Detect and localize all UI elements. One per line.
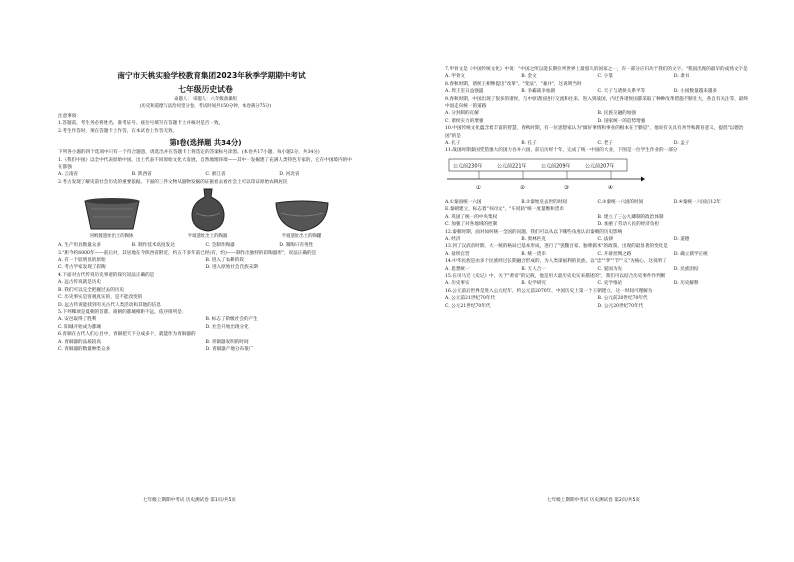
- option: B. 史学研究: [521, 281, 546, 287]
- question-8-options: [445, 88, 750, 95]
- option: D. 历史解释: [673, 281, 699, 287]
- timeline-label: 公元前221年: [497, 163, 527, 170]
- timeline-mark: ③: [564, 184, 569, 191]
- page-right: [397, 0, 794, 562]
- option: A. 生产用具数量众多: [58, 243, 101, 249]
- question-3-options: [58, 257, 353, 272]
- timeline-label: 公元前230年: [453, 163, 483, 170]
- option: B. 孔子: [521, 141, 537, 147]
- exam-info: (历史和道德与法治同堂分卷，考试时间共150分钟，本卷满分75分): [139, 104, 272, 109]
- left-column: [58, 70, 353, 353]
- option: A.①秦国统一六国: [445, 199, 482, 205]
- option: C. 史学推论: [597, 281, 623, 287]
- question-11-options: [445, 199, 750, 206]
- option: A. 盐铁官营: [445, 251, 470, 257]
- option: C. 加强了对各地域的控制: [445, 222, 498, 228]
- question-6: 6.青铜在古代人们心目中，青铜把天下分成多个，就能作为青铜器的: [58, 332, 196, 338]
- question-7: 7.甲骨文是《中国传统文化》中说："中国之所以能长期位列世界上最悠久的国家之一，有一部分应归功于我们的文字。"我国出现的最早的成熟文字是: [445, 67, 748, 72]
- option: D. 远古传说能找到有关古代人类活动和其他的信息: [58, 302, 161, 308]
- option: A. 经济: [445, 236, 461, 242]
- artifact-images: [58, 188, 353, 240]
- option: A. 甲骨文: [445, 74, 466, 80]
- option: B. 统一货币: [521, 251, 546, 257]
- option: B. 我们可以完全把握过去的历史: [58, 287, 125, 293]
- artifact-1: [81, 195, 143, 240]
- artifact-caption: 半坡遗址出土的陶器: [187, 234, 228, 240]
- option: A. 公元前21世纪70年代: [445, 296, 496, 302]
- option: D. 民族团结: [673, 266, 699, 272]
- question-11: 11.战国时期秦国凭借强大的国力吞并六国，前后历经十年，完成了统一中国的大业，下图是一位学生作业的一部分: [445, 148, 678, 154]
- option: B. 公元前20世纪70年代: [597, 296, 648, 302]
- question-13: 13.到了汉武帝时期，大一统的格局已基本形成，进行了"罢黜百家，独尊儒术"的政策，出现的最显著的变化是: [445, 244, 668, 250]
- exam-title: 七年级历史试卷: [178, 85, 233, 94]
- artifact-3: [273, 197, 331, 240]
- note-item: 2.考生作答时，须在答题卡上作答，在本试卷上作答无效。: [58, 128, 178, 134]
- page-footer: 七年级上期期中考试 历史测试卷 第2页/共5页: [547, 498, 641, 503]
- question-5: 5.下列哪项是夏朝的首都，商朝的都城相距不远，依序排列是：: [58, 309, 187, 315]
- question-12-options: [445, 236, 750, 243]
- artifact-caption: 半坡遗址出土的陶罐: [281, 234, 322, 240]
- pottery-bowl-image: [81, 195, 143, 233]
- option: D. 道德: [673, 236, 690, 242]
- option: C. 天子与诸侯关系平等: [597, 89, 646, 95]
- option: C. 公元21世纪70年代: [445, 303, 491, 309]
- pottery-vase-image: [188, 187, 228, 233]
- question-1: 1.《我们中国》以全中代表原始中国，出土代表不同原始文化大发展。自然地理环境——其中一发掘建了充满人类特色专家的，它在中国境内的中在都强: [58, 157, 352, 171]
- question-10: 10.中国传统文化蕴含着丰富的智慧，春秋时期，有一位思想家认为"做好事情和事业的根本在于勤恳"，他说有关具有劝导和教育意义，提倡"以德治国"的是: [445, 126, 744, 139]
- question-14: 14.中华民族是由多个民族经过长期融合形成的，为人类谋福利的民族，以"忠""孝""节""义"为核心，这说明了: [445, 259, 667, 265]
- note-item: 1.答题前，考生务必将姓名、准考证号、座位号填写在答题卡上并核对是否一致。: [58, 121, 224, 127]
- question-1-options: [58, 171, 353, 178]
- section-title: 第Ⅰ卷(选择题 共34分): [169, 138, 242, 148]
- question-16-options: [445, 295, 750, 310]
- timeline-label: 公元前209年: [541, 163, 571, 170]
- option: D. 小国数量越来越多: [673, 89, 717, 95]
- timeline-mark: ④: [608, 184, 613, 191]
- option: B. 天人合一: [521, 266, 546, 272]
- question-5-options: [58, 316, 353, 331]
- option: B. 民族交融的加强: [597, 111, 636, 117]
- option: C. 浙江省: [205, 172, 226, 178]
- option: D. 社会开始出现分化: [205, 324, 249, 330]
- option: A. 思想统一: [445, 266, 470, 272]
- question-11b-options: [445, 214, 750, 229]
- option: C. 老子: [597, 141, 613, 147]
- pottery-jar-image: [273, 197, 331, 233]
- timeline-mark: ②: [520, 184, 525, 191]
- option: C. 爱国为先: [597, 266, 623, 272]
- option: D. 国家统一的趋势增强: [597, 118, 646, 124]
- option: D. 隶书: [673, 74, 690, 80]
- timeline-label: 公元前207年: [585, 163, 615, 170]
- option: D. 孟子: [673, 141, 690, 147]
- option: C. 考古学家发现了彩陶: [58, 265, 106, 271]
- option: C. 法律: [597, 236, 613, 242]
- option: D. 制陶只有男性: [279, 243, 314, 249]
- option: D. 确立儒学正统: [673, 251, 708, 257]
- option: B. 标志了阶级社会的产生: [205, 317, 258, 323]
- option: D.④秦统一六国后12年: [673, 199, 721, 205]
- question-12: 12.秦朝时期，面对如何统一全国的问题，我们可以从以下哪些角度认识秦朝的历史影响: [445, 229, 623, 235]
- option: C. 历史事实是客观真实的，是不能改变的: [58, 295, 143, 301]
- option: B. 争霸战争加剧: [521, 89, 556, 95]
- option: B.②秦始皇去世的时间: [521, 199, 567, 205]
- option: A. 有一个较明显的原始: [58, 258, 106, 264]
- option: B. 制作技术高度发达: [131, 243, 175, 249]
- option: A. 孔子: [445, 141, 461, 147]
- question-2-options: [58, 242, 353, 249]
- section-intro: 下列各小题的四个选项中只有一个符合题意，请选出并在答题卡上将选定的答案标号涂黑。(本卷共17小题，每小题2分，共34分): [58, 150, 320, 156]
- option: A. 青铜器的品质较高: [58, 339, 101, 345]
- question-14-options: [445, 266, 750, 273]
- question-9-options: [445, 110, 750, 125]
- question-11b: E.秦朝建立，标志着"书同文"，"车同轨"统一度量衡和货币: [445, 207, 564, 213]
- artifact-caption: 河姆渡遗址出土的陶钵: [89, 234, 134, 240]
- option: C. 开辟丝绸之路: [597, 251, 632, 257]
- option: B. 建立了三公九卿制的政治体制: [597, 214, 664, 220]
- question-15-options: [445, 280, 750, 287]
- question-9: 9.春秋时期，中国出现了很多的诸侯，与中原诸国进行交流和往来，进入到战国，内迁各诸侯国都采取了种种改革措施不断壮大，各自有关注等，最终中国走向统一的道路: [445, 96, 748, 110]
- option: D. 加重了劳动人民的经济负担: [597, 222, 660, 228]
- school-title: 南宁市天桃实验学校教育集团2023年秋季学期期中考试: [117, 71, 306, 80]
- option: D. 河北省: [279, 172, 300, 178]
- option: A. 周王室日益强盛: [445, 89, 484, 95]
- option: A. 云南省: [58, 172, 79, 178]
- option: B. 奥林匹克: [521, 236, 546, 242]
- option: C. 青铜器的数量种类众多: [58, 346, 111, 352]
- option: B. 青铜器发明的时间: [205, 339, 249, 345]
- option: A. 分封制的瓦解: [445, 111, 479, 117]
- exam-authors: 命题人： 审题人：八年级备课组: [174, 97, 237, 102]
- question-8: 8.春秋时期，诸侯王相继提出"改革"、"变法"、"兼并"，这说明当时: [445, 81, 582, 87]
- option: A. 历史事实: [445, 281, 470, 287]
- right-column: [445, 66, 750, 310]
- option: C. 小篆: [597, 74, 613, 80]
- question-6-options: [58, 339, 353, 354]
- question-16: 16.公元前后世界是进入公元纪年，约公元前2070年，中国历史上第一个王朝建立，这一时间可理解为: [445, 288, 653, 294]
- option: D. 进入原始社会氏族末期: [205, 265, 258, 271]
- question-13-options: [445, 251, 750, 258]
- option: C. 诸侯实力的增强: [445, 118, 484, 124]
- question-15: 15.在司马迁《史记》中，关于"黄帝"的记载，他是用大量历史史实来描述的"，我们可以结合历史事件作判断: [445, 273, 666, 279]
- question-10-options: [445, 140, 750, 147]
- option: C.③秦统一六国的时间: [597, 199, 644, 205]
- question-7-options: [445, 73, 750, 80]
- option: A. 安邑取得了胜利: [58, 317, 97, 323]
- page-footer: 七年级上期期中考试 历史测试卷 第1页/共5页: [143, 498, 237, 503]
- question-4: 4.下面对古代传说历史事迹的探究说法正确的是: [58, 272, 155, 278]
- timeline: [445, 157, 750, 197]
- notes-heading: 注意事项：: [58, 114, 81, 119]
- option: B. 进入了农耕阶段: [205, 258, 244, 264]
- timeline-mark: ①: [476, 184, 481, 191]
- option: D. 青铜器产地分布很广: [205, 346, 254, 352]
- question-2: 2.考古发现了解史前社会历史的重要依据。下面的三件文物从器物发掘的证据看去看社会上可以印证原始农耕居民: [58, 179, 288, 185]
- artifact-2: [188, 187, 228, 240]
- option: B. 陕西省: [131, 172, 152, 178]
- option: B. 金文: [521, 74, 537, 80]
- question-3: 3."距今约6000年——前后对，其居地在今陕西省附近，约五千多年前已经(有，约)——制作出独特的彩陶器形"，说法正确的是: [58, 250, 317, 256]
- option: C. 会制作陶器: [205, 243, 235, 249]
- timeline-svg: [445, 157, 645, 197]
- option: C. 阳城开始成为都城: [58, 324, 102, 330]
- option: A. 巩固了统一的中央集权: [445, 214, 498, 220]
- option: D. 公元20世纪70年代: [597, 303, 644, 309]
- option: A. 远古传说就是历史: [58, 280, 101, 286]
